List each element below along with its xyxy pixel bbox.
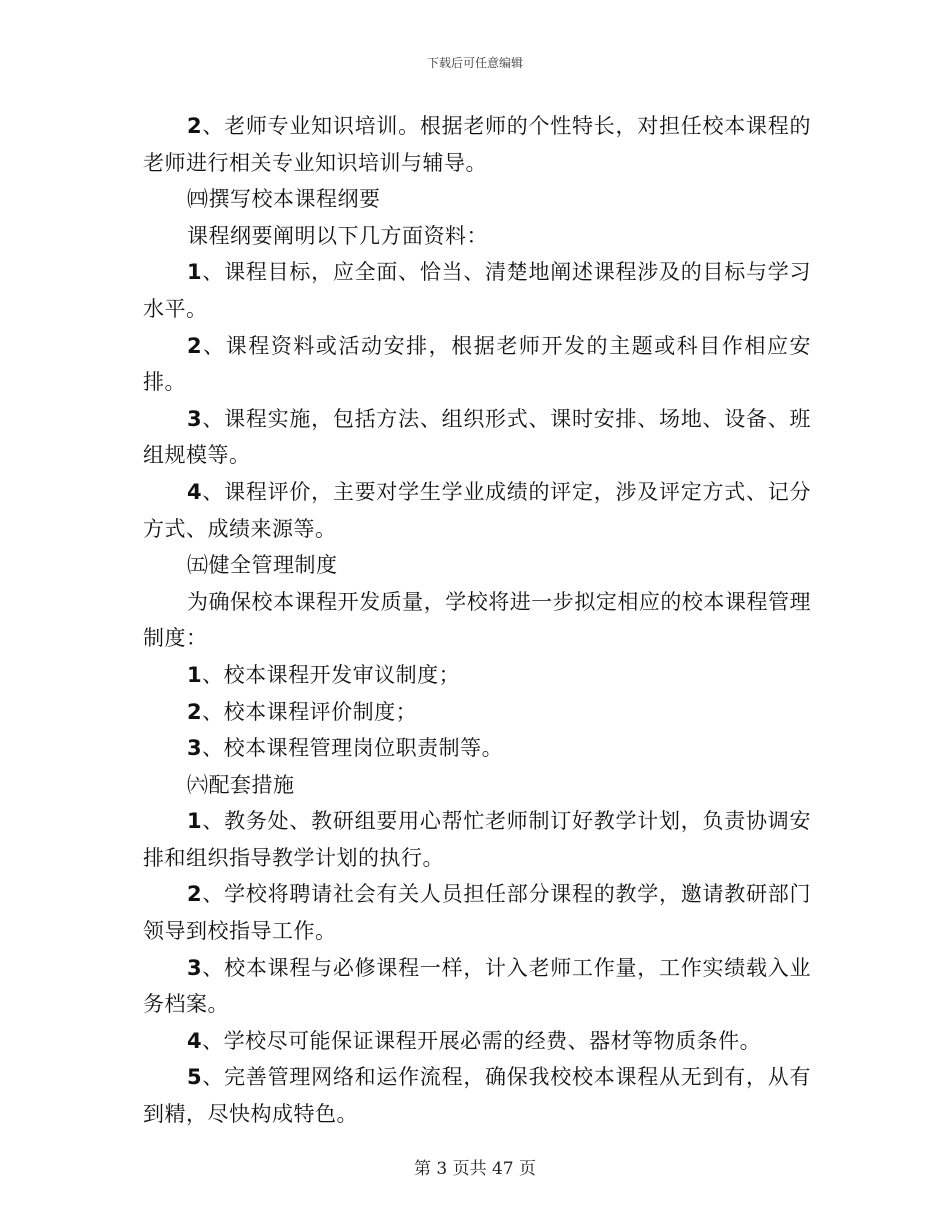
section-heading <box>143 181 811 218</box>
paragraph-text: 、完善管理网络和运作流程，确保我校校本课程从无到有，从有到精，尽快构成特色。 <box>143 1065 811 1127</box>
paragraph-text: 、校本课程管理岗位职责制等。 <box>202 736 504 761</box>
item-number: 1 <box>187 809 203 834</box>
paragraph-text: 、课程目标，应全面、恰当、清楚地阐述课程涉及的目标与学习水平。 <box>143 260 811 321</box>
item-number: 2 <box>187 114 203 138</box>
paragraph-text: 为确保校本课程开发质量，学校将进一步拟定相应的校本课程管理制度： <box>143 589 811 651</box>
page-footer: 第 3 页共 47 页 <box>413 1159 537 1179</box>
paragraph-text: 、校本课程与必修课程一样，计入老师工作量，工作实绩载入业务档案。 <box>143 955 811 1017</box>
item-number: 2 <box>187 882 203 907</box>
paragraph-text: ㈤健全管理制度 <box>187 553 338 578</box>
paragraph <box>143 254 811 327</box>
section-heading <box>143 767 811 804</box>
paragraph <box>143 1059 811 1132</box>
paragraph-text: 、学校尽可能保证课程开展必需的经费、器材等物质条件。 <box>202 1028 762 1053</box>
paragraph <box>143 474 811 547</box>
item-number: 4 <box>187 1028 203 1053</box>
paragraph <box>143 584 811 657</box>
paragraph <box>143 218 811 255</box>
paragraph-text: ㈣撰写校本课程纲要 <box>187 187 381 212</box>
paragraph-text: 、校本课程评价制度； <box>202 699 418 724</box>
paragraph-text: 、课程评价，主要对学生学业成绩的评定，涉及评定方式、记分方式、成绩来源等。 <box>143 479 811 541</box>
paragraph <box>143 328 811 401</box>
paragraph <box>143 657 811 694</box>
item-number: 3 <box>187 736 203 761</box>
paragraph <box>143 1023 811 1060</box>
paragraph <box>143 876 811 949</box>
paragraph <box>143 401 811 474</box>
item-number: 4 <box>187 479 203 504</box>
item-number: 3 <box>187 955 203 980</box>
paragraph-text: 、教务处、教研组要用心帮忙老师制订好教学计划，负责协调安排和组织指导教学计划的执行。 <box>143 809 811 870</box>
paragraph-text: 、校本课程开发审议制度； <box>202 662 461 687</box>
document-body <box>143 108 811 1133</box>
item-number: 3 <box>187 406 203 431</box>
paragraph-text: ㈥配套措施 <box>187 772 295 797</box>
item-number: 1 <box>187 260 203 285</box>
paragraph <box>143 108 811 181</box>
paragraph-text: 课程纲要阐明以下几方面资料： <box>187 223 488 248</box>
paragraph-text: 、课程实施，包括方法、组织形式、课时安排、场地、设备、班组规模等。 <box>143 406 811 468</box>
paragraph <box>143 803 811 876</box>
paragraph <box>143 694 811 731</box>
item-number: 1 <box>187 662 203 687</box>
paragraph <box>143 730 811 767</box>
paragraph-text: 、学校将聘请社会有关人员担任部分课程的教学，邀请教研部门领导到校指导工作。 <box>143 882 811 944</box>
item-number: 2 <box>187 699 203 724</box>
paragraph-text: 、课程资料或活动安排，根据老师开发的主题或科目作相应安排。 <box>143 333 811 395</box>
paragraph <box>143 950 811 1023</box>
item-number: 5 <box>187 1065 203 1090</box>
section-heading <box>143 547 811 584</box>
item-number: 2 <box>187 333 203 358</box>
page-header: 下载后可任意编辑 <box>426 56 523 70</box>
paragraph-text: 、老师专业知识培训。根据老师的个性特长，对担任校本课程的老师进行相关专业知识培训与辅导。 <box>143 114 811 175</box>
